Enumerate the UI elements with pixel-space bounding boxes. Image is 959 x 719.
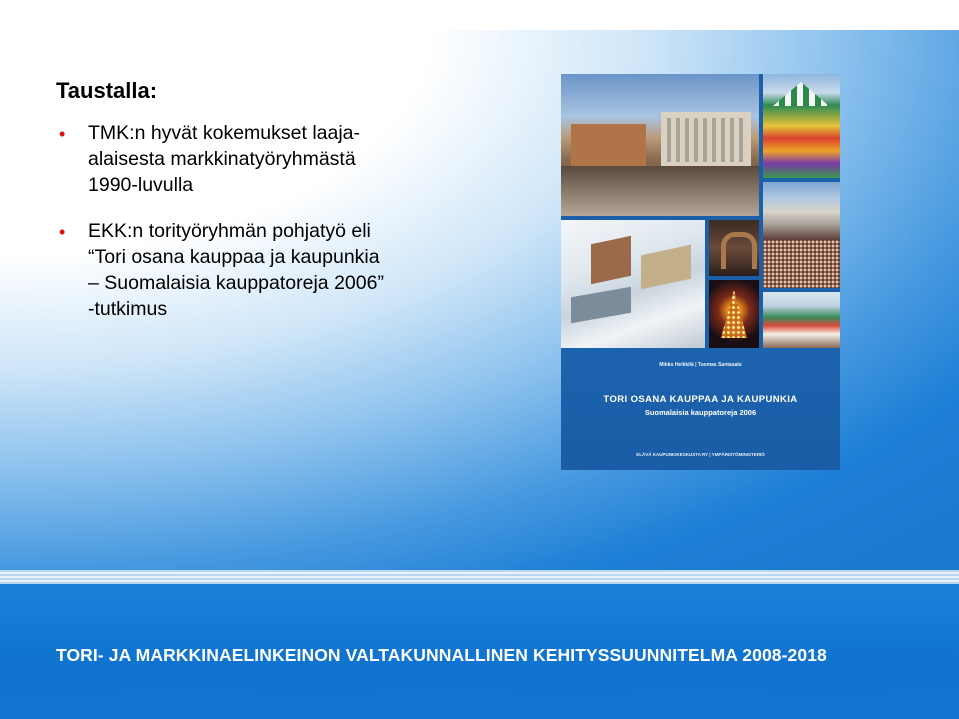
cover-publishers: ELÄVÄ KAUPUNKIKESKUSTA RY | YMPÄRISTÖMINISTERIÖ [636, 452, 765, 457]
bullet-line: -tutkimus [88, 298, 168, 320]
cover-authors: Mikko Heikkilä | Tuomas Santasalo [659, 362, 742, 368]
divider-band [0, 570, 959, 584]
photo-archway [709, 220, 759, 276]
photo-flower-stall [763, 74, 840, 178]
photo-crowd-square [763, 182, 840, 288]
book-cover-image [561, 74, 840, 470]
cover-title: TORI OSANA KAUPPAA JA KAUPUNKIA [603, 394, 798, 405]
slide-title: Taustalla: [56, 78, 158, 103]
bullet-icon [59, 219, 65, 246]
bullet-line: “Tori osana kauppaa ja kaupunkia [88, 246, 380, 268]
bullet-line: 1990-luvulla [88, 174, 194, 196]
bullet-line: alaisesta markkinatyöryhmästä [88, 148, 356, 170]
photo-market-square [561, 74, 759, 216]
photo-market-tents [763, 292, 840, 348]
bullet-line: TMK:n hyvät kokemukset laaja- [88, 122, 361, 144]
bullet-item [56, 120, 496, 198]
bullet-list [56, 120, 496, 342]
photo-winter-aerial [561, 220, 705, 348]
cover-title-panel [561, 348, 840, 470]
bullet-line: – Suomalaisia kauppatoreja 2006” [88, 272, 384, 294]
cover-subtitle: Suomalaisia kauppatoreja 2006 [644, 408, 757, 417]
bullet-line: EKK:n torityöryhmän pohjatyö eli [88, 220, 371, 242]
footer-title: TORI- JA MARKKINAELINKEINON VALTAKUNNALLINEN KEHITYSSUUNNITELMA 2008-2018 [56, 645, 827, 665]
photo-christmas-tree [709, 280, 759, 348]
bullet-item [56, 218, 496, 322]
bullet-icon [59, 121, 65, 148]
